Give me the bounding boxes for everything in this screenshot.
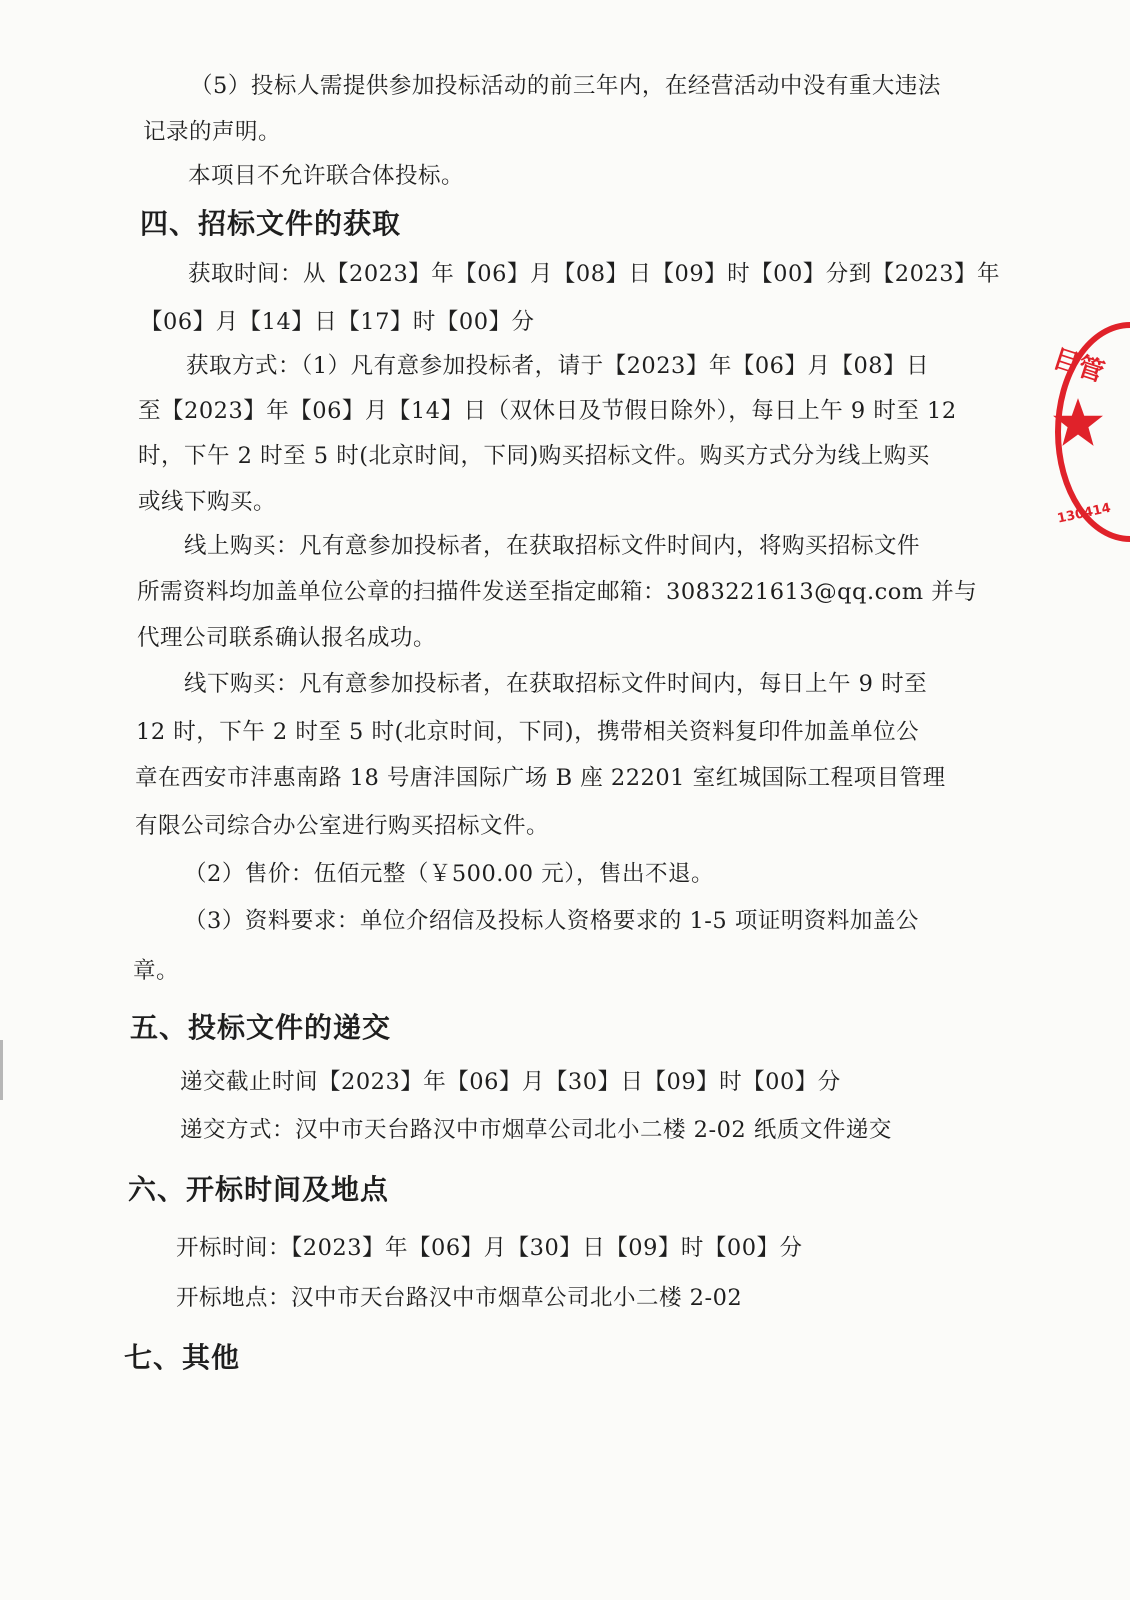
section-heading-6: 六、开标时间及地点 xyxy=(128,1173,390,1206)
paragraph-line: 代理公司联系确认报名成功。 xyxy=(137,625,437,651)
seal-text-top: 目管 xyxy=(1048,343,1108,389)
paragraph-line: 递交截止时间【2023】年【06】月【30】日【09】时【00】分 xyxy=(180,1069,841,1095)
paragraph-line: （5）投标人需提供参加投标活动的前三年内，在经营活动中没有重大违法 xyxy=(190,73,941,99)
paragraph-line: 本项目不允许联合体投标。 xyxy=(188,163,465,189)
paragraph-line: 线上购买：凡有意参加投标者，在获取招标文件时间内，将购买招标文件 xyxy=(184,533,921,559)
paragraph-line: 时，下午 2 时至 5 时(北京时间，下同)购买招标文件。购买方式分为线上购买 xyxy=(138,443,930,469)
seal-star-icon xyxy=(1052,392,1104,452)
paragraph-line: 获取方式：（1）凡有意参加投标者，请于【2023】年【06】月【08】日 xyxy=(186,353,930,379)
paragraph-line: 开标地点：汉中市天台路汉中市烟草公司北小二楼 2-02 xyxy=(176,1285,743,1311)
paragraph-line: 至【2023】年【06】月【14】日（双休日及节假日除外），每日上午 9 时至 12 xyxy=(138,398,957,424)
paragraph-line: （3）资料要求：单位介绍信及投标人资格要求的 1-5 项证明资料加盖公 xyxy=(184,908,919,934)
paragraph-line: 章在西安市沣惠南路 18 号唐沣国际广场 B 座 22201 室红城国际工程项目管理 xyxy=(135,765,946,791)
paragraph-line: 开标时间：【2023】年【06】月【30】日【09】时【00】分 xyxy=(176,1235,803,1261)
paragraph-line: 12 时，下午 2 时至 5 时(北京时间，下同)，携带相关资料复印件加盖单位公 xyxy=(136,719,920,745)
paragraph-line: 或线下购买。 xyxy=(138,489,277,515)
paragraph-line: 所需资料均加盖单位公章的扫描件发送至指定邮箱：3083221613@qq.com 并与 xyxy=(137,579,978,605)
paragraph-line: 获取时间：从【2023】年【06】月【08】日【09】时【00】分到【2023】年 xyxy=(188,261,1001,287)
section-heading-5: 五、投标文件的递交 xyxy=(130,1011,392,1044)
paragraph-line: 记录的声明。 xyxy=(143,119,282,145)
paragraph-line: 章。 xyxy=(133,958,180,984)
paragraph-line: （2）售价：伍佰元整（￥500.00 元），售出不退。 xyxy=(184,861,714,887)
paragraph-line: 线下购买：凡有意参加投标者，在获取招标文件时间内，每日上午 9 时至 xyxy=(184,671,928,697)
scan-edge-mark xyxy=(0,1040,3,1100)
paragraph-line: 【06】月【14】日【17】时【00】分 xyxy=(140,309,535,335)
seal-text-bottom: 130414 xyxy=(1056,500,1113,527)
section-heading-7: 七、其他 xyxy=(124,1341,241,1374)
section-heading-4: 四、招标文件的获取 xyxy=(140,207,402,240)
paragraph-line: 递交方式：汉中市天台路汉中市烟草公司北小二楼 2-02 纸质文件递交 xyxy=(180,1117,892,1143)
paragraph-line: 有限公司综合办公室进行购买招标文件。 xyxy=(135,813,550,839)
